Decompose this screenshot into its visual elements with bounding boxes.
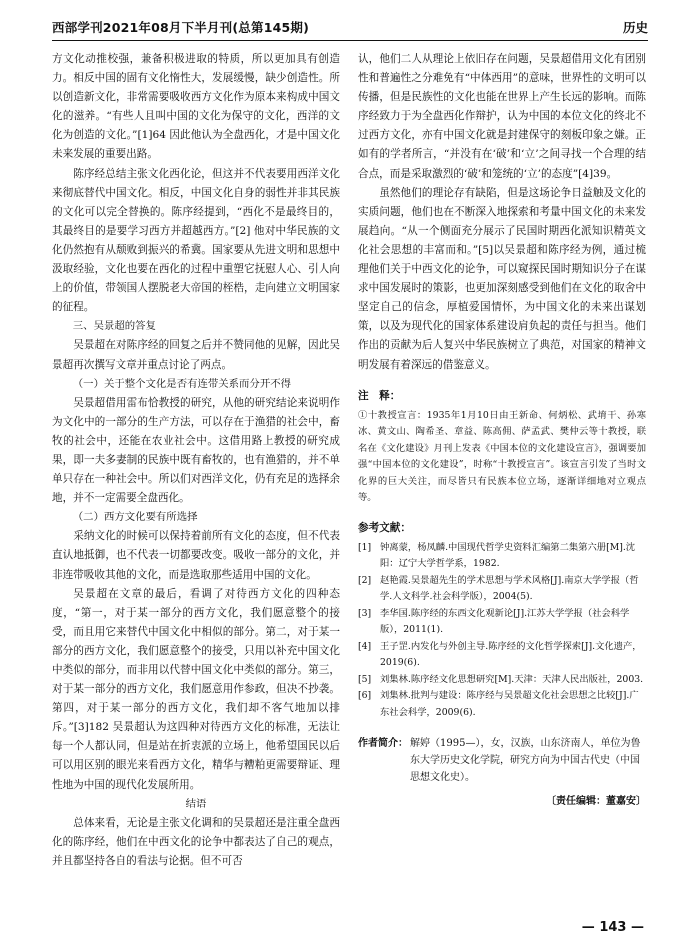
reference-text: 钟离蒙，杨凤麟.中国现代哲学史资料汇编第二集第六册[M].沈阳：辽宁大学哲学系，1982. [380, 541, 636, 570]
note-item: ①十教授宣言：1935年1月10日由王新命、何炳松、武堉干、孙寒冰、黄文山、陶希圣、章益、陈高佣、萨孟武、樊仲云等十教授，联名在《文化建设》月刊上发表《中国本位的文化建设宣言》，强调要加强“中国本位的文化建设”，时称“十教授宣言”。该宣言引发了当时文化界的巨大关注，而尽皆只有民族本位立场，逐渐详细地对立观点等。 [358, 409, 646, 504]
body-paragraph: 吴景超在文章的最后，看调了对待西方文化的四种态度，“第一，对于某一部分的西方文化，我们愿意整个的接受，而且用它来替代中国文化中相似的部分。第二，对于某一部分的西方文化，我们愿意整个的接受，只用以补充中国文化中类似的部分，而非用以代替中国文化中类似的部分。第三，对于某一部分的西方文化，我们愿意用作参政，但决不抄袭。第四，对于某一部分的西方文化，我们却不客气地加以排斥。”[3]182 吴景超认为这四种对待西方文化的标准，无法让每一个人都认同，但是站在折衷派的立场上，他希望国民以后可以用区别的眼光来看西方文化，精华与糟粕更需要辩证、理性地为中国的现代化发展所用。 [52, 587, 340, 791]
reference-number: [2] [358, 574, 372, 586]
section-heading: （一）关于整个文化是否有连带关系而分开不得 [72, 377, 291, 390]
right-column-body [358, 50, 646, 375]
reference-text: 赵艳霞.吴景超先生的学术思想与学术风格[J].南京大学学报（哲学.人文科学.社会科学版），2004(5). [380, 574, 639, 603]
notes-section [358, 387, 646, 507]
section-heading: （二）西方文化要有所选择 [72, 511, 198, 524]
section-heading: 三、吴景超的答复 [72, 320, 156, 333]
reference-item [358, 639, 646, 672]
reference-list [358, 540, 646, 722]
reference-item [358, 672, 646, 689]
reference-text: 李华国.陈序经的东西文化观新论[J].江苏大学学报（社会科学版），2011(1). [380, 607, 630, 636]
body-paragraph: 采纳文化的时候可以保持着前所有文化的态度，但不代表直认地抵御，也不代表一切都要改变。吸收一部分的文化，并非连带吸收其他的文化，而是选取那些适用中国的文化。 [52, 530, 340, 581]
journal-title: 西部学刊2021年08月下半月刊(总第145期) [52, 20, 310, 35]
section-label: 历史 [622, 20, 648, 35]
reference-item [358, 688, 646, 721]
body-paragraph: 认，他们二人从理论上依旧存在问题，吴景超借用文化有团别性和普遍性之分难免有“中体西用”的意味，世界性的文明可以传播，但是民族性的文化也能在世界上产生长远的影响。而陈序经致力于为全盘西化作辩护，认为中国的本位文化的终北不过西方文化，亦有中国文化就是封建保守的刻板印象之嫌。正如有的学者所言，“并没有在‘破’和‘立’之间寻找一个合理的结合点，而是采取激烈的‘破’和笼统的‘立’的态度”[4]39。 [358, 53, 646, 180]
reference-text: 刘集林.批判与建设：陈序经与吴景超文化社会思想之比较[J].广东社会科学，2009(6). [380, 690, 639, 718]
body-paragraph: 方文化动推校强，兼备积极进取的特质，所以更加具有创造力。相反中国的固有文化惰性大，发展缓慢，缺少创造性。所以创造新文化，非常需要吸收西方文化作为原本来构成中国文化的滋养。“有些人且叫中国的文化为保守的文化，西洋的文化为创造的文化。”[1]64 因此他认为全盘西化，才是中国文化未来发展的重要出路。 [52, 53, 340, 161]
body-paragraph: 虽然他们的理论存有缺陷，但是这场论争日益触及文化的实质问题，他们也在不断深入地探索和考量中国文化的未来发展趋向。“从一个侧面充分展示了民国时期西化派知识精英文化社会思想的丰富而和。”[5]以吴景超和陈序经为例，通过梳理他们关于中西文化的论争，可以窥探民国时期知识分子在谋求中国发展时的策影，也更加深刻感受到他们在文化的取舍中坚定自己的信念，厚植爱国情怀，为中国文化的未来出谋划策，以及为现代化的国家体系建设肩负起的责任与担当。他们作出的贡献为后人复兴中华民族树立了典范，对国家的精神文明发展有着深远的借鉴意义。 [358, 186, 646, 371]
reference-number: [5] [358, 673, 372, 685]
reference-item [358, 540, 646, 573]
references-section [358, 519, 646, 722]
author-bio [358, 735, 646, 786]
references-title: 参考文献： [358, 521, 411, 534]
reference-item [358, 573, 646, 606]
left-column [52, 50, 340, 871]
body-paragraph: 吴景超在对陈序经的回复之后并不赞同他的见解，因此吴景超再次撰写文章并重点讨论了两点。 [52, 339, 340, 371]
reference-number: [4] [358, 640, 372, 652]
author-label: 作者简介： [358, 738, 408, 750]
reference-number: [1] [358, 541, 372, 553]
page-number: — 143 — [581, 920, 644, 935]
reference-text: 王子罡.内发化与外创主导.陈序经的文化哲学探索[J].文化遗产，2019(6). [380, 640, 642, 669]
notes-title: 注 释： [358, 389, 401, 402]
body-paragraph: 吴景超借用雷布恰教授的研究，从他的研究结论来说明作为文化中的一部分的生产方法，可以存在于渔猎的社会中，畜牧的社会中，还能在农业社会中。这借用路上教授的研究成果，即一夫多妻制的民族中既有畜牧的，也有渔猎的，并不单单只存在一种社会中。所以们对西洋文化，仍有充足的选择余地，并不一定需要全盘西化。 [52, 396, 340, 505]
responsible-editor: 〔责任编辑：董嘉安〕 [546, 796, 646, 808]
body-paragraph: 总体来看，无论是主张文化调和的吴景超还是注重全盘西化的陈序经，他们在中西文化的论争中都表达了自己的观点，并且都坚持各自的看法与论据。但不可否 [52, 816, 340, 867]
author-text: 解婷（1995—），女，汉族，山东济南人，单位为鲁东大学历史文化学院，研究方向为中国古代史（中国思想文化史）。 [410, 738, 641, 784]
reference-text: 刘集林.陈序经文化思想研究[M].天津：天津人民出版社，2003. [380, 673, 644, 685]
body-paragraph: 陈序经总结主张文化西化论，但这并不代表要用西洋文化来彻底替代中国文化。相反，中国文化自身的弱性并非其民族的文化可以完全替换的。陈序经提到，“西化不是最终目的，其最终目的是要学习西方并超越西方。”[2] 他对中华民族的文化仍然抱有从颓败到振兴的希冀。国家要从先进文明和思想中汲取经验，文化也要在西化的过程中重塑它抚慰人心、引人向上的价值，带领国人摆脱老大帝国的桎梏，走向建立文明国家的征程。 [52, 167, 340, 314]
reference-number: [6] [358, 690, 372, 702]
section-heading: 结语 [185, 797, 207, 810]
reference-number: [3] [358, 607, 372, 619]
reference-item [358, 606, 646, 639]
running-header [52, 14, 648, 41]
right-column [358, 50, 646, 811]
